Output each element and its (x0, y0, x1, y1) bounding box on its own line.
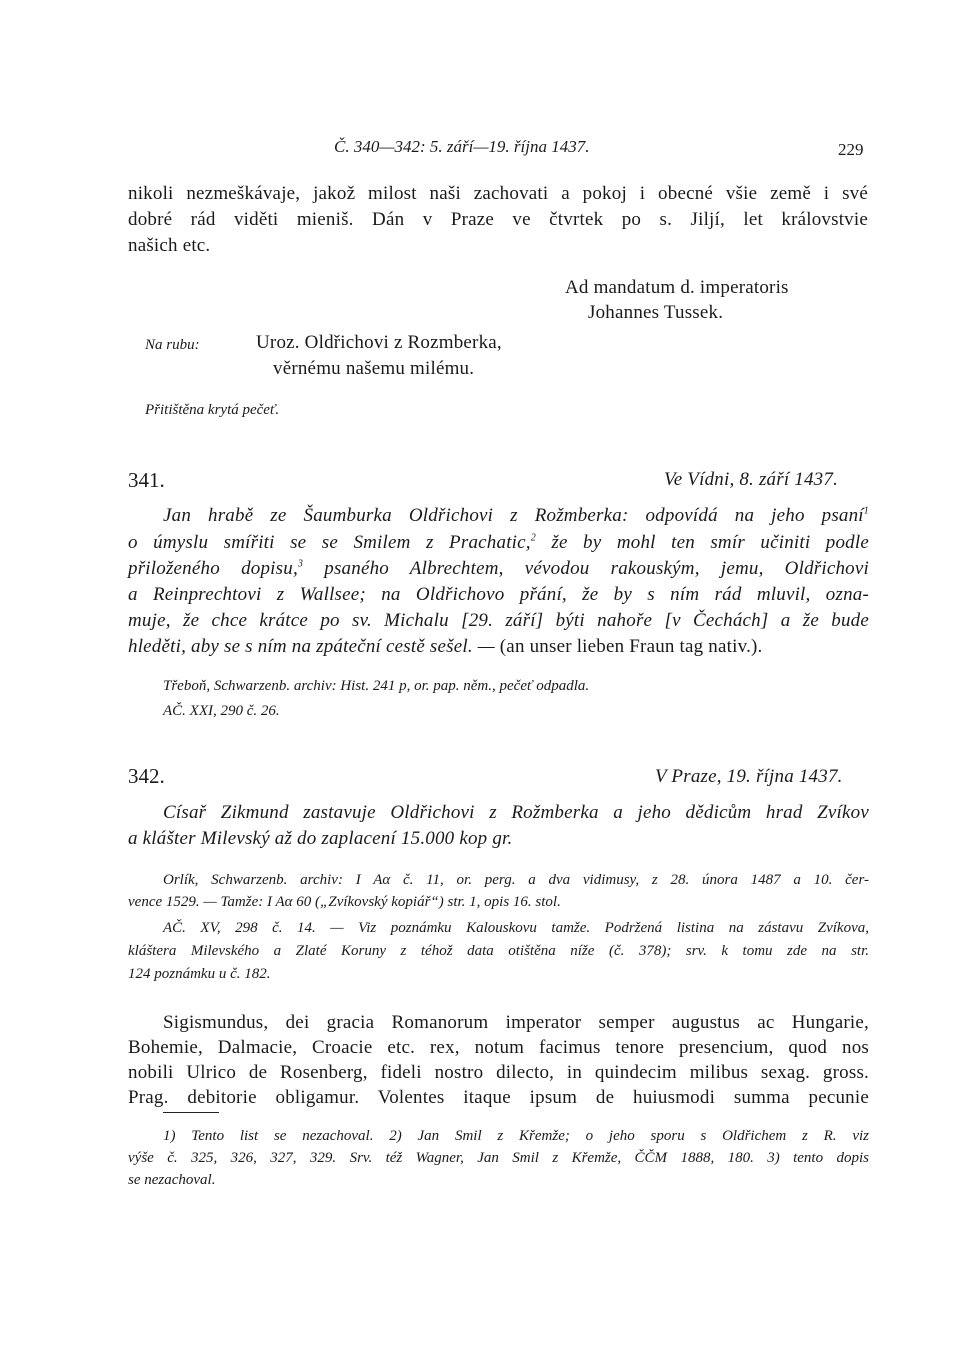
source-line: 124 poznámku u č. 182. (128, 966, 271, 982)
seal-note: Přitištěna krytá pečeť. (145, 402, 280, 418)
summary-line: a klášter Milevský až do zaplacení 15.000 kop gr. (128, 828, 513, 849)
rubric-label: Na rubu: (145, 337, 200, 353)
footnote-ref: 3 (297, 558, 304, 570)
latin-text-line: Sigismundus, dei gracia Romanorum imperator semper augustus ac Hungarie, (163, 1012, 869, 1033)
footnote-ref: 1 (863, 505, 869, 517)
text-line: našich etc. (128, 235, 211, 256)
rubric-line: Uroz. Oldřichovi z Rozmberka, (256, 332, 502, 353)
document-number: 342. (128, 764, 165, 788)
summary-line: přiloženého dopisu,$^3$ psaného Albrechtem, vévodou rakouským, jemu, Oldřichovi (128, 558, 869, 579)
mandate-line: Johannes Tussek. (588, 302, 724, 323)
running-title: Č. 340—342: 5. září—19. října 1437. (334, 137, 590, 156)
summary-line: Jan hrabě ze Šaumburka Oldřichovi z Rožmberka: odpovídá na jeho psaní$^1$ (163, 505, 869, 526)
place-date: Ve Vídni, 8. září 1437. (664, 469, 839, 490)
rubric-line: věrnému našemu milému. (273, 358, 475, 379)
source-line: kláštera Milevského a Zlaté Koruny z téhož data otištěna níže (č. 378); srv. k tomu zde na str. (128, 943, 869, 959)
summary-line: Císař Zikmund zastavuje Oldřichovi z Rožmberka a jeho dědicům hrad Zvíkov (163, 802, 869, 823)
summary-line: o úmyslu smířiti se se Smilem z Prachatic,$^2$ že by mohl ten smír učiniti podle (128, 532, 869, 553)
summary-line: muje, že chce krátce po sv. Michalu [29. září] býti nahoře [v Čechách] a že bude (128, 610, 869, 631)
summary-line: hleděti, aby se s ním na zpáteční cestě sešel. — (an unser lieben Fraun tag nativ.). (128, 636, 763, 657)
source-line: vence 1529. — Tamže: I Aα 60 („Zvíkovský kopiář“) str. 1, opis 16. stol. (128, 894, 561, 910)
text-line: nikoli nezmeškávaje, jakož milost naši zachovati a pokoj i obecné všie země i své (128, 183, 868, 204)
source-line: AČ. XV, 298 č. 14. — Viz poznámku Kalouskovu tamže. Podržená listina na zástavu Zvíkova, (163, 920, 869, 936)
document-number: 341. (128, 468, 165, 492)
latin-text-line: Prag. debitorie obligamur. Volentes itaque ipsum de huiusmodi summa pecunie (128, 1087, 869, 1108)
latin-text-line: Bohemie, Dalmacie, Croacie etc. rex, notum facimus tenore presencium, quod nos (128, 1037, 869, 1058)
summary-line: a Reinprechtovi z Wallsee; na Oldřichovo přání, že by s ním rád mluvil, ozna- (128, 584, 869, 605)
text-line: dobré rád viděti mieniš. Dán v Praze ve čtvrtek po s. Jiljí, let královstvie (128, 209, 868, 230)
footnote-line: se nezachoval. (128, 1172, 216, 1188)
place-date: V Praze, 19. října 1437. (655, 766, 843, 787)
source-line: Třeboň, Schwarzenb. archiv: Hist. 241 p, or. pap. něm., pečeť odpadla. (163, 678, 590, 694)
footnote-ref: 2 (530, 532, 536, 544)
footnote-rule (163, 1112, 219, 1113)
page-number: 229 (838, 140, 864, 159)
footnote-line: výše č. 325, 326, 327, 329. Srv. též Wagner, Jan Smil z Křemže, ČČM 1888, 180. 3) tento dopis (128, 1150, 869, 1166)
footnote-line: 1) Tento list se nezachoval. 2) Jan Smil z Křemže; o jeho sporu s Oldřichem z R. viz (163, 1128, 869, 1144)
source-line: AČ. XXI, 290 č. 26. (163, 703, 280, 719)
closing-quote: (an unser lieben Fraun tag nativ.). (499, 636, 763, 657)
mandate-line: Ad mandatum d. imperatoris (565, 277, 789, 298)
latin-text-line: nobili Ulrico de Rosenberg, fideli nostro dilecto, in quindecim milibus sexag. gross. (128, 1062, 869, 1083)
source-line: Orlík, Schwarzenb. archiv: I Aα č. 11, or. perg. a dva vidimusy, z 28. února 1487 a 10. čer- (163, 872, 869, 888)
